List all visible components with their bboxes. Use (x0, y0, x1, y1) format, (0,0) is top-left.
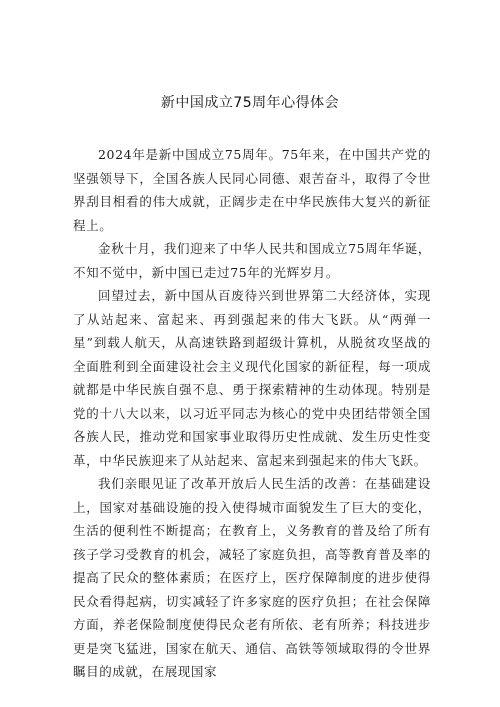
paragraph: 回望过去，新中国从百废待兴到世界第二大经济体，实现了从站起来、富起来、再到强起来的伟大飞跃。从“两弹一星”到载人航天，从高速铁路到超级计算机，从脱贫攻坚战的全面胜利到全面建设社会主义现代化国家的新征程，每一项成就都是中华民族自强不息、勇于探索精神的生动体现。特别是党的十八大以来，以习近平同志为核心的党中央团结带领全国各族人民，推动党和国家事业取得历史性成就、发生历史性变革，中华民族迎来了从站起来、富起来到强起来的伟大飞跃。 (73, 288, 431, 468)
paragraph: 我们亲眼见证了改革开放后人民生活的改善：在基础建设上，国家对基础设施的投入使得城市面貌发生了巨大的变化，生活的便利性不断提高；在教育上，义务教育的普及给了所有孩子学习受教育的机会，减轻了家庭负担，高等教育普及率的提高了民众的整体素质；在医疗上，医疗保障制度的进步使得民众看得起病，切实减轻了许多家庭的医疗负担；在社会保障方面，养老保险制度使得民众老有所依、老有所养；科技进步更是突飞猛进，国家在航天、通信、高铁等领域取得的令世界瞩目的成就，在展现国家 (73, 476, 431, 679)
document-body (73, 143, 431, 684)
paragraph: 金秋十月，我们迎来了中华人民共和国成立75周年华诞，不知不觉中，新中国已走过75年的光辉岁月。 (73, 241, 431, 280)
paragraph: 2024年是新中国成立75周年。75年来，在中国共产党的坚强领导下，全国各族人民同心同德、艰苦奋斗，取得了令世界刮目相看的伟大成就，正阔步走在中华民族伟大复兴的新征程上。 (73, 147, 431, 233)
document-title: 新中国成立75周年心得体会 (160, 95, 340, 111)
